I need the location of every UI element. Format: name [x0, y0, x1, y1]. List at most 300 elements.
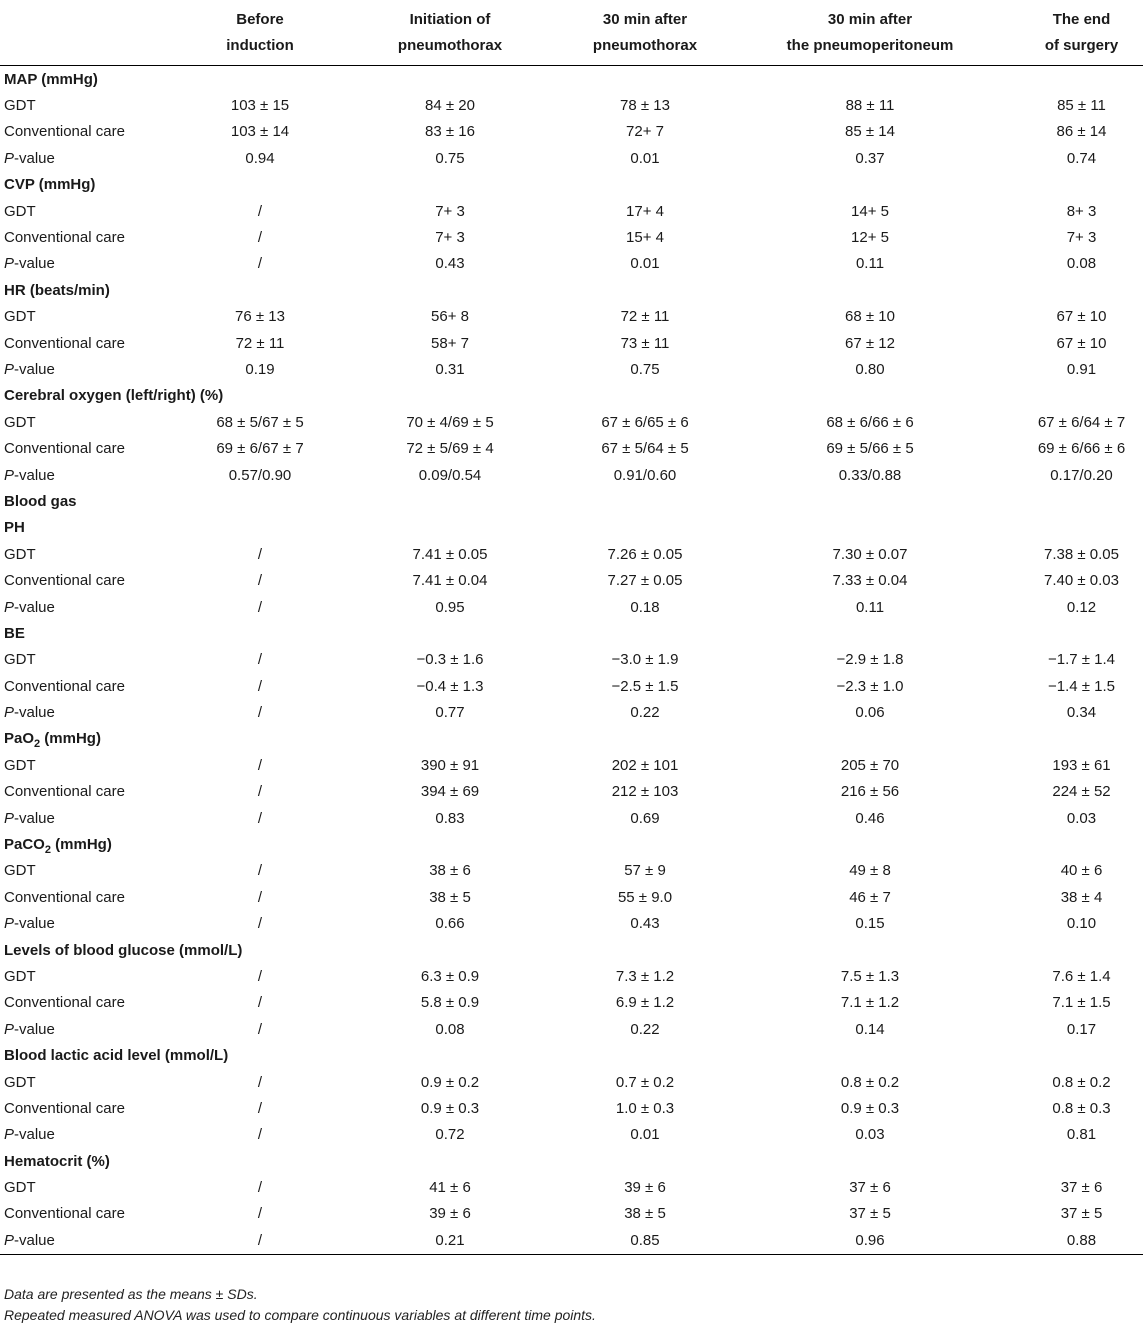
- table-cell: 0.9 ± 0.3: [420, 1099, 480, 1117]
- pvalue-row: [0, 462, 1143, 488]
- column-header-line-1: Initiation of: [409, 11, 491, 28]
- row-label: Conventional care: [4, 888, 125, 906]
- table-cell: 0.81: [1066, 1126, 1097, 1144]
- pvalue-label: [0, 699, 190, 725]
- table-cell: 0.33/0.88: [838, 466, 902, 484]
- pvalue-label: [0, 911, 190, 937]
- column-header: [330, 5, 570, 66]
- table-cell: 7.6 ± 1.4: [1052, 967, 1111, 985]
- section-label: [0, 383, 1143, 409]
- table-cell: 67 ± 10: [1056, 308, 1107, 326]
- section-label-text: Levels of blood glucose (mmol/L): [4, 941, 243, 959]
- table-row: [0, 119, 1143, 145]
- table-cell: 0.74: [1066, 149, 1097, 167]
- row-label: Conventional care: [4, 334, 125, 352]
- table-cell: 0.03: [855, 1126, 885, 1144]
- table-cell: 12+ 5: [851, 229, 889, 247]
- pvalue-row: [0, 699, 1143, 725]
- section-row: [0, 488, 1143, 514]
- table-cell: 0.96: [720, 1227, 1020, 1254]
- table-cell: 67 ± 6/65 ± 6: [601, 413, 689, 431]
- pvalue-label: [0, 1016, 190, 1042]
- table-cell: 83 ± 16: [425, 123, 475, 141]
- table-cell: /: [257, 1126, 263, 1144]
- table-cell: 37 ± 6: [1060, 1179, 1103, 1197]
- section-row: [0, 831, 1143, 857]
- footnote-2: Repeated measured ANOVA was used to compare continuous variables at different time points.: [4, 1307, 596, 1323]
- column-header-line-1: 30 min after: [602, 11, 688, 28]
- table-cell: 0.85: [570, 1227, 720, 1254]
- pvalue-row: [0, 911, 1143, 937]
- table-cell: 0.9 ± 0.3: [840, 1099, 900, 1117]
- section-label: [0, 172, 1143, 198]
- table-cell: /: [257, 255, 263, 273]
- table-cell: 39 ± 6: [624, 1179, 666, 1197]
- section-row: [0, 172, 1143, 198]
- table-cell: 0.46: [855, 809, 885, 827]
- table-cell: 0.11: [855, 598, 885, 616]
- section-label: [0, 515, 1143, 541]
- table-cell: 0.7 ± 0.2: [615, 1073, 675, 1091]
- table-cell: 202 ± 101: [611, 756, 679, 774]
- table-cell: 193 ± 61: [1052, 756, 1111, 774]
- section-label-text: BE: [4, 624, 25, 642]
- table-cell: 0.75: [630, 360, 660, 378]
- table-cell: /: [257, 783, 263, 801]
- table-cell: 390 ± 91: [420, 756, 480, 774]
- section-row: [0, 726, 1143, 752]
- section-row: [0, 1148, 1143, 1174]
- pvalue-label-p: P: [4, 255, 15, 273]
- table-cell: /: [257, 809, 263, 827]
- section-label-text: Blood lactic acid level (mmol/L): [4, 1047, 229, 1065]
- table-cell: 0.95: [435, 598, 465, 616]
- table-header: [0, 5, 1143, 66]
- table-cell: 8+ 3: [1066, 202, 1097, 220]
- section-label: [0, 1042, 1143, 1068]
- table-cell: 41 ± 6: [429, 1179, 471, 1197]
- table-cell: 7.1 ± 1.2: [840, 994, 900, 1012]
- table-cell: 0.14: [855, 1020, 885, 1038]
- pvalue-label-rest: -value: [14, 360, 55, 378]
- table-cell: 0.03: [1066, 809, 1097, 827]
- table-cell: 5.8 ± 0.9: [420, 994, 480, 1012]
- pvalue-row: [0, 1122, 1143, 1148]
- pvalue-label-p: P: [4, 1231, 15, 1249]
- table-cell: 38 ± 6: [429, 862, 471, 880]
- table-row: [0, 541, 1143, 567]
- column-header: [190, 5, 330, 66]
- table-cell: 7.40 ± 0.03: [1044, 572, 1119, 590]
- table-row: [0, 330, 1143, 356]
- table-cell: 56+ 8: [431, 308, 469, 326]
- section-row: [0, 1042, 1143, 1068]
- table-cell: 0.01: [630, 1126, 660, 1144]
- table-cell: 68 ± 10: [845, 308, 895, 326]
- table-row: [0, 752, 1143, 778]
- row-label: GDT: [4, 1073, 36, 1091]
- table-cell: 86 ± 14: [1056, 123, 1107, 141]
- table-cell: 38 ± 4: [1060, 888, 1103, 906]
- pvalue-label-p: P: [4, 809, 15, 827]
- table-cell: 6.3 ± 0.9: [420, 967, 480, 985]
- table-row: [0, 1174, 1143, 1200]
- table-cell: 0.37: [855, 149, 885, 167]
- row-label: Conventional care: [4, 123, 125, 141]
- row-label: Conventional care: [4, 440, 125, 458]
- table-cell: /: [257, 915, 263, 933]
- table-cell: /: [257, 704, 263, 722]
- table-cell: 76 ± 13: [235, 308, 285, 326]
- pvalue-label-p: P: [4, 915, 15, 933]
- column-header-line-2: pneumothorax: [592, 37, 698, 54]
- table-cell: 85 ± 11: [1057, 97, 1106, 115]
- section-row: [0, 937, 1143, 963]
- section-label-text: Blood gas: [4, 492, 77, 510]
- section-label: [0, 620, 1143, 646]
- pvalue-label-rest: -value: [14, 915, 55, 933]
- pvalue-label-p: P: [4, 360, 15, 378]
- table-cell: /: [257, 572, 263, 590]
- table-cell: 0.75: [435, 149, 465, 167]
- pvalue-label: [0, 594, 190, 620]
- pvalue-label-rest: -value: [14, 598, 55, 616]
- table-cell: 0.17/0.20: [1050, 466, 1113, 484]
- row-label: GDT: [4, 651, 36, 669]
- table-cell: 46 ± 7: [849, 888, 891, 906]
- table-cell: 0.18: [630, 598, 660, 616]
- section-label-text: Cerebral oxygen (left/right) (%): [4, 387, 224, 405]
- section-label-text: PaO: [4, 730, 35, 748]
- table-cell: 0.01: [630, 149, 660, 167]
- header-label-cell: [0, 5, 190, 66]
- table-row: [0, 92, 1143, 118]
- table-cell: 38 ± 5: [624, 1205, 666, 1223]
- pvalue-label-rest: -value: [14, 809, 55, 827]
- table-cell: 68 ± 6/66 ± 6: [826, 413, 914, 431]
- table-cell: 37 ± 5: [849, 1205, 891, 1223]
- table-row: [0, 884, 1143, 910]
- column-header-line-2: the pneumoperitoneum: [786, 37, 954, 54]
- row-label: GDT: [4, 308, 36, 326]
- table-cell: 67 ± 12: [845, 334, 895, 352]
- table-cell: 72 ± 11: [235, 334, 285, 352]
- section-row: [0, 383, 1143, 409]
- table-cell: 0.66: [435, 915, 465, 933]
- table-cell: 0.01: [630, 255, 660, 273]
- section-label-text: PH: [4, 519, 25, 537]
- pvalue-label: [0, 1122, 190, 1148]
- table-cell: 0.94: [245, 149, 275, 167]
- column-header: [720, 5, 1020, 66]
- table-cell: /: [257, 1073, 263, 1091]
- section-label-text: HR (beats/min): [4, 281, 110, 299]
- table-cell: 73 ± 11: [620, 334, 670, 352]
- table-cell: 7.41 ± 0.04: [412, 572, 488, 590]
- row-label: Conventional care: [4, 1205, 125, 1223]
- section-label-unit: (mmHg): [40, 730, 101, 748]
- table-cell: 67 ± 10: [1056, 334, 1107, 352]
- table-cell: 37 ± 6: [849, 1179, 891, 1197]
- table-cell: −2.5 ± 1.5: [611, 677, 679, 695]
- table-cell: −3.0 ± 1.9: [611, 651, 679, 669]
- table-cell: 6.9 ± 1.2: [615, 994, 675, 1012]
- table-cell: 0.22: [630, 1020, 660, 1038]
- table-cell: 0.15: [855, 915, 885, 933]
- table-cell: 7+ 3: [1066, 229, 1097, 247]
- table-cell: 7.38 ± 0.05: [1044, 545, 1119, 563]
- row-label: Conventional care: [4, 229, 125, 247]
- table-cell: /: [257, 1205, 263, 1223]
- table-cell: −0.4 ± 1.3: [416, 677, 484, 695]
- table-row: [0, 1095, 1143, 1121]
- table-cell: 67 ± 6/64 ± 7: [1037, 413, 1126, 431]
- table-cell: −0.3 ± 1.6: [416, 651, 484, 669]
- table-cell: 0.57/0.90: [228, 466, 292, 484]
- section-row: [0, 66, 1143, 93]
- row-label: GDT: [4, 862, 36, 880]
- table-cell: 0.11: [855, 255, 885, 273]
- table-cell: 394 ± 69: [420, 783, 480, 801]
- table-row: [0, 224, 1143, 250]
- table-cell: 67 ± 5/64 ± 5: [601, 440, 689, 458]
- table-cell: /: [257, 888, 263, 906]
- row-label: Conventional care: [4, 1099, 125, 1117]
- row-label: GDT: [4, 756, 36, 774]
- pvalue-row: [0, 356, 1143, 382]
- section-label: [0, 937, 1143, 963]
- table-cell: 0.8 ± 0.2: [1052, 1073, 1111, 1091]
- table-cell: /: [257, 756, 263, 774]
- table-cell: /: [257, 1020, 263, 1038]
- table-cell: 0.8 ± 0.2: [840, 1073, 900, 1091]
- section-label: [0, 831, 1143, 857]
- table-cell: /: [257, 1179, 263, 1197]
- pvalue-label-p: P: [4, 1020, 15, 1038]
- table-cell: 69 ± 6/67 ± 7: [216, 440, 304, 458]
- pvalue-label-rest: -value: [14, 466, 55, 484]
- table-cell: 85 ± 14: [845, 123, 895, 141]
- table-cell: 0.06: [855, 704, 885, 722]
- pvalue-label-rest: -value: [14, 1020, 55, 1038]
- section-label: [0, 488, 1143, 514]
- table-cell: 17+ 4: [626, 202, 664, 220]
- table-cell: /: [257, 994, 263, 1012]
- table-cell: 40 ± 6: [1060, 862, 1103, 880]
- table-cell: /: [257, 1099, 263, 1117]
- table-cell: 0.17: [1066, 1020, 1097, 1038]
- table-cell: 55 ± 9.0: [617, 888, 673, 906]
- table-cell: 72+ 7: [626, 123, 664, 141]
- table-cell: 0.77: [435, 704, 465, 722]
- table-row: [0, 779, 1143, 805]
- row-label: Conventional care: [4, 994, 125, 1012]
- pvalue-label: [0, 356, 190, 382]
- row-label: GDT: [4, 545, 36, 563]
- table-cell: 7.30 ± 0.07: [832, 545, 908, 563]
- pvalue-label-p: P: [4, 149, 15, 167]
- table-cell: 7.3 ± 1.2: [615, 967, 675, 985]
- table-cell: 7.26 ± 0.05: [607, 545, 683, 563]
- table-cell: 0.31: [435, 360, 465, 378]
- table-cell: 7.1 ± 1.5: [1052, 994, 1111, 1012]
- pvalue-label: [0, 251, 190, 277]
- pvalue-label: [0, 1227, 190, 1254]
- table-cell: 37 ± 5: [1060, 1205, 1103, 1223]
- table-cell: 0.22: [630, 704, 660, 722]
- pvalue-label-p: P: [4, 466, 15, 484]
- pvalue-label: [0, 462, 190, 488]
- table-cell: 88 ± 11: [845, 97, 895, 115]
- table-cell: 0.21: [330, 1227, 570, 1254]
- table-cell: 216 ± 56: [840, 783, 900, 801]
- section-label-text: MAP (mmHg): [4, 70, 98, 88]
- table-cell: 224 ± 52: [1052, 783, 1111, 801]
- table-cell: 39 ± 6: [429, 1205, 471, 1223]
- section-row: [0, 620, 1143, 646]
- table-row: [0, 409, 1143, 435]
- row-label: GDT: [4, 413, 36, 431]
- table-row: [0, 567, 1143, 593]
- table-cell: 78 ± 13: [620, 97, 670, 115]
- table-cell: 7.27 ± 0.05: [607, 572, 683, 590]
- table-cell: 72 ± 5/69 ± 4: [406, 440, 494, 458]
- pvalue-label-rest: -value: [14, 1126, 55, 1144]
- table-cell: 103 ± 14: [230, 123, 290, 141]
- pvalue-label-p: P: [4, 1126, 15, 1144]
- footnote-1: Data are presented as the means ± SDs.: [4, 1286, 258, 1302]
- table-row: [0, 990, 1143, 1016]
- table-cell: 70 ± 4/69 ± 5: [406, 413, 494, 431]
- table-row: [0, 858, 1143, 884]
- section-row: [0, 515, 1143, 541]
- table-cell: 15+ 4: [626, 229, 664, 247]
- section-label: [0, 1148, 1143, 1174]
- table-cell: 38 ± 5: [429, 888, 471, 906]
- table-cell: 58+ 7: [431, 334, 469, 352]
- table-cell: 69 ± 5/66 ± 5: [826, 440, 914, 458]
- pvalue-row: [0, 1227, 1143, 1254]
- table-cell: /: [257, 651, 263, 669]
- column-header-line-1: Before: [236, 11, 284, 28]
- section-label-unit: (mmHg): [50, 836, 112, 854]
- table-row: [0, 198, 1143, 224]
- table-cell: 212 ± 103: [611, 783, 679, 801]
- table-row: [0, 435, 1143, 461]
- pvalue-row: [0, 594, 1143, 620]
- pvalue-row: [0, 1016, 1143, 1042]
- section-label-text: CVP (mmHg): [4, 176, 96, 194]
- table-cell: 0.43: [435, 255, 465, 273]
- column-header-line-2: induction: [226, 37, 294, 54]
- table-cell: 0.08: [1066, 255, 1097, 273]
- table-cell: −1.4 ± 1.5: [1047, 677, 1116, 695]
- section-label-text: PaCO: [4, 836, 45, 854]
- table-cell: 0.8 ± 0.3: [1052, 1099, 1111, 1117]
- table-cell: /: [190, 1227, 330, 1254]
- table-row: [0, 1069, 1143, 1095]
- table-cell: 0.69: [630, 809, 660, 827]
- pvalue-label: [0, 805, 190, 831]
- table-cell: 84 ± 20: [425, 97, 475, 115]
- table-cell: 0.91: [1066, 360, 1097, 378]
- table-cell: 7.33 ± 0.04: [832, 572, 908, 590]
- table-cell: /: [257, 677, 263, 695]
- table-cell: 0.34: [1066, 704, 1097, 722]
- table-row: [0, 963, 1143, 989]
- section-label-subscript: 2: [34, 738, 41, 751]
- table-row: [0, 1201, 1143, 1227]
- table-cell: /: [257, 202, 263, 220]
- table-cell: 7.5 ± 1.3: [840, 967, 900, 985]
- table-row: [0, 673, 1143, 699]
- column-header: [570, 5, 720, 66]
- table-body: [0, 66, 1143, 1255]
- table-cell: 103 ± 15: [230, 97, 290, 115]
- pvalue-label-rest: -value: [14, 149, 55, 167]
- table-cell: 0.88: [1020, 1227, 1143, 1254]
- pvalue-label: [0, 145, 190, 171]
- section-label-text: Hematocrit (%): [4, 1152, 110, 1170]
- table-cell: /: [257, 598, 263, 616]
- table-cell: 57 ± 9: [624, 862, 666, 880]
- table-cell: /: [257, 229, 263, 247]
- pvalue-row: [0, 805, 1143, 831]
- table-row: [0, 647, 1143, 673]
- table-cell: 0.09/0.54: [418, 466, 482, 484]
- table-cell: /: [257, 967, 263, 985]
- row-label: GDT: [4, 1179, 36, 1197]
- row-label: GDT: [4, 967, 36, 985]
- table-cell: 0.19: [245, 360, 275, 378]
- table-cell: 0.91/0.60: [613, 466, 677, 484]
- table-cell: 68 ± 5/67 ± 5: [216, 413, 304, 431]
- table-footnotes: [4, 1284, 596, 1326]
- column-header-line-1: The end: [1052, 11, 1111, 28]
- row-label: GDT: [4, 97, 36, 115]
- table-row: [0, 304, 1143, 330]
- table-cell: 205 ± 70: [840, 756, 900, 774]
- section-label: [0, 277, 1143, 303]
- results-table: [0, 5, 1143, 1255]
- table-cell: 0.12: [1066, 598, 1097, 616]
- table-cell: 69 ± 6/66 ± 6: [1037, 440, 1126, 458]
- header-row: [0, 5, 1143, 66]
- table-cell: −1.7 ± 1.4: [1047, 651, 1116, 669]
- table-cell: 7+ 3: [435, 202, 465, 220]
- table-cell: 14+ 5: [851, 202, 889, 220]
- section-label: [0, 726, 1143, 752]
- table-cell: 0.83: [435, 809, 465, 827]
- section-label-subscript: 2: [44, 844, 51, 857]
- table-cell: 0.80: [855, 360, 885, 378]
- table-cell: −2.9 ± 1.8: [836, 651, 904, 669]
- table-cell: 0.43: [630, 915, 660, 933]
- column-header-line-1: 30 min after: [827, 11, 913, 28]
- table-cell: /: [257, 862, 263, 880]
- pvalue-label-rest: -value: [14, 704, 55, 722]
- pvalue-label-p: P: [4, 598, 15, 616]
- pvalue-label-rest: -value: [14, 255, 55, 273]
- table-cell: −2.3 ± 1.0: [836, 677, 904, 695]
- pvalue-row: [0, 251, 1143, 277]
- pvalue-row: [0, 145, 1143, 171]
- table-cell: 7+ 3: [435, 229, 465, 247]
- table-cell: 72 ± 11: [620, 308, 670, 326]
- section-row: [0, 277, 1143, 303]
- row-label: Conventional care: [4, 572, 125, 590]
- row-label: Conventional care: [4, 783, 125, 801]
